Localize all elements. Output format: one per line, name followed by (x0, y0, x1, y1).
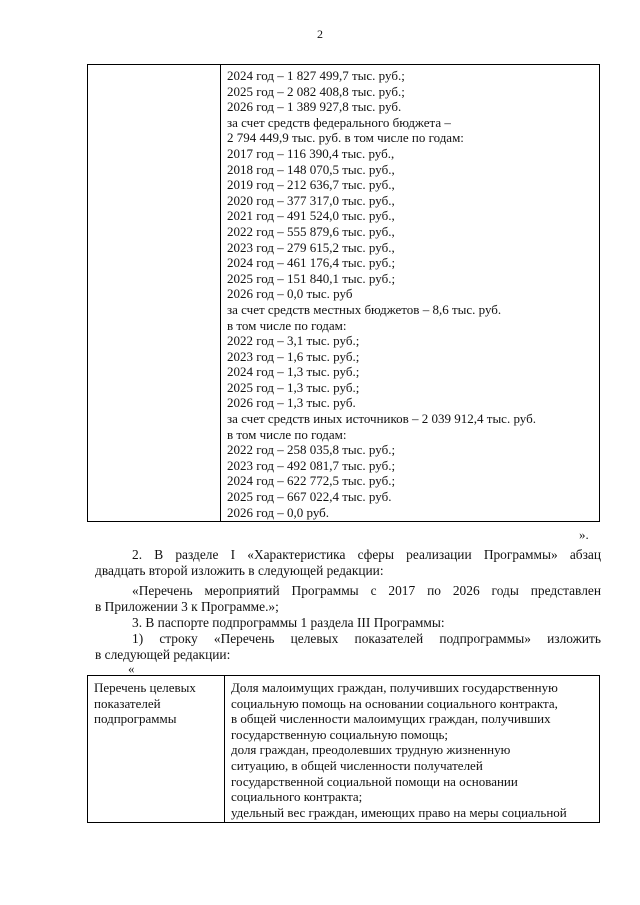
funding-line: 2021 год – 491 524,0 тыс. руб., (227, 208, 395, 224)
funding-line: 2024 год – 1 827 499,7 тыс. руб.; (227, 68, 405, 83)
funding-table-label-cell (88, 65, 221, 522)
indicators-table (87, 675, 600, 823)
funding-line: 2023 год – 492 081,7 тыс. руб.; (227, 457, 396, 473)
funding-line: 2026 год – 1 389 927,8 тыс. руб. (227, 99, 402, 115)
indicators-value-cell (225, 676, 600, 823)
funding-table-value-cell (221, 65, 600, 522)
funding-line: 2 794 449,9 тыс. руб. в том числе по годам: (227, 130, 464, 146)
paragraph-4-line-2: в следующей редакции: (95, 647, 231, 662)
funding-line: 2022 год – 258 035,8 тыс. руб.; (227, 442, 396, 458)
indicator-label-line: Перечень целевых (94, 680, 196, 695)
paragraph-2-line-1: 2. В разделе I «Характеристика сферы реализации Программы» абзац (132, 547, 601, 562)
funding-line: 2017 год – 116 390,4 тыс. руб., (227, 145, 395, 161)
funding-line: 2020 год – 377 317,0 тыс. руб., (227, 192, 395, 208)
funding-line: за счет средств иных источников – 2 039 912,4 тыс. руб. (227, 411, 536, 427)
funding-line: 2018 год – 148 070,5 тыс. руб., (227, 161, 395, 177)
closing-quote: ». (579, 527, 589, 542)
funding-line: в том числе по годам: (227, 426, 347, 442)
funding-line: 2025 год – 667 022,4 тыс. руб. (227, 489, 392, 505)
paragraph-4-line-1: 1) строку «Перечень целевых показателей подпрограммы» изложить (132, 631, 601, 646)
opening-quote: « (128, 661, 135, 676)
funding-line: 2024 год – 1,3 тыс. руб.; (227, 364, 360, 380)
funding-line: 2025 год – 1,3 тыс. руб.; (227, 379, 360, 395)
funding-line: в том числе по годам: (227, 317, 347, 333)
indicator-label-line: показателей (94, 695, 161, 711)
indicator-value-line: в общей численности малоимущих граждан, получивших (231, 711, 551, 727)
funding-line: 2023 год – 279 615,2 тыс. руб., (227, 239, 395, 255)
funding-line: за счет средств федерального бюджета – (227, 114, 451, 130)
paragraph-quote-line-2: в Приложении 3 к Программе.»; (95, 599, 279, 614)
funding-line: 2024 год – 622 772,5 тыс. руб.; (227, 473, 396, 489)
paragraph-3: 3. В паспорте подпрограммы 1 раздела III Программы: (132, 615, 445, 630)
funding-line: 2024 год – 461 176,4 тыс. руб.; (227, 255, 396, 271)
funding-line: 2022 год – 555 879,6 тыс. руб., (227, 223, 395, 239)
page-number: 2 (317, 27, 323, 41)
indicator-value-line: Доля малоимущих граждан, получивших государственную (231, 680, 558, 695)
indicator-value-line: социального контракта; (231, 789, 363, 805)
funding-line: 2022 год – 3,1 тыс. руб.; (227, 333, 360, 349)
indicator-value-line: государственной социальной помощи на основании (231, 773, 518, 789)
indicator-label-line: подпрограммы (94, 711, 177, 727)
paragraph-quote-line-1: «Перечень мероприятий Программы с 2017 по 2026 годы представлен (132, 583, 601, 598)
funding-line: 2026 год – 1,3 тыс. руб. (227, 395, 356, 411)
funding-line: 2023 год – 1,6 тыс. руб.; (227, 348, 360, 364)
indicator-value-line: социальную помощь на основании социального контракта, (231, 695, 558, 711)
indicator-value-line: ситуацию, в общей численности получателей (231, 757, 483, 773)
indicators-label-cell (88, 676, 225, 823)
funding-line: 2025 год – 151 840,1 тыс. руб.; (227, 270, 396, 286)
funding-line: 2025 год – 2 082 408,8 тыс. руб.; (227, 83, 405, 99)
paragraph-2-line-2: двадцать второй изложить в следующей редакции: (95, 563, 384, 578)
indicator-value-line: государственную социальную помощь; (231, 726, 449, 742)
funding-line: 2019 год – 212 636,7 тыс. руб., (227, 177, 395, 193)
indicator-value-line: доля граждан, преодолевших трудную жизненную (231, 742, 511, 758)
indicator-value-line: удельный вес граждан, имеющих право на меры социальной (231, 804, 567, 820)
funding-line: за счет средств местных бюджетов – 8,6 тыс. руб. (227, 301, 502, 317)
funding-line: 2026 год – 0,0 руб. (227, 504, 330, 520)
funding-table (87, 64, 600, 522)
funding-line: 2026 год – 0,0 тыс. руб (227, 286, 353, 302)
